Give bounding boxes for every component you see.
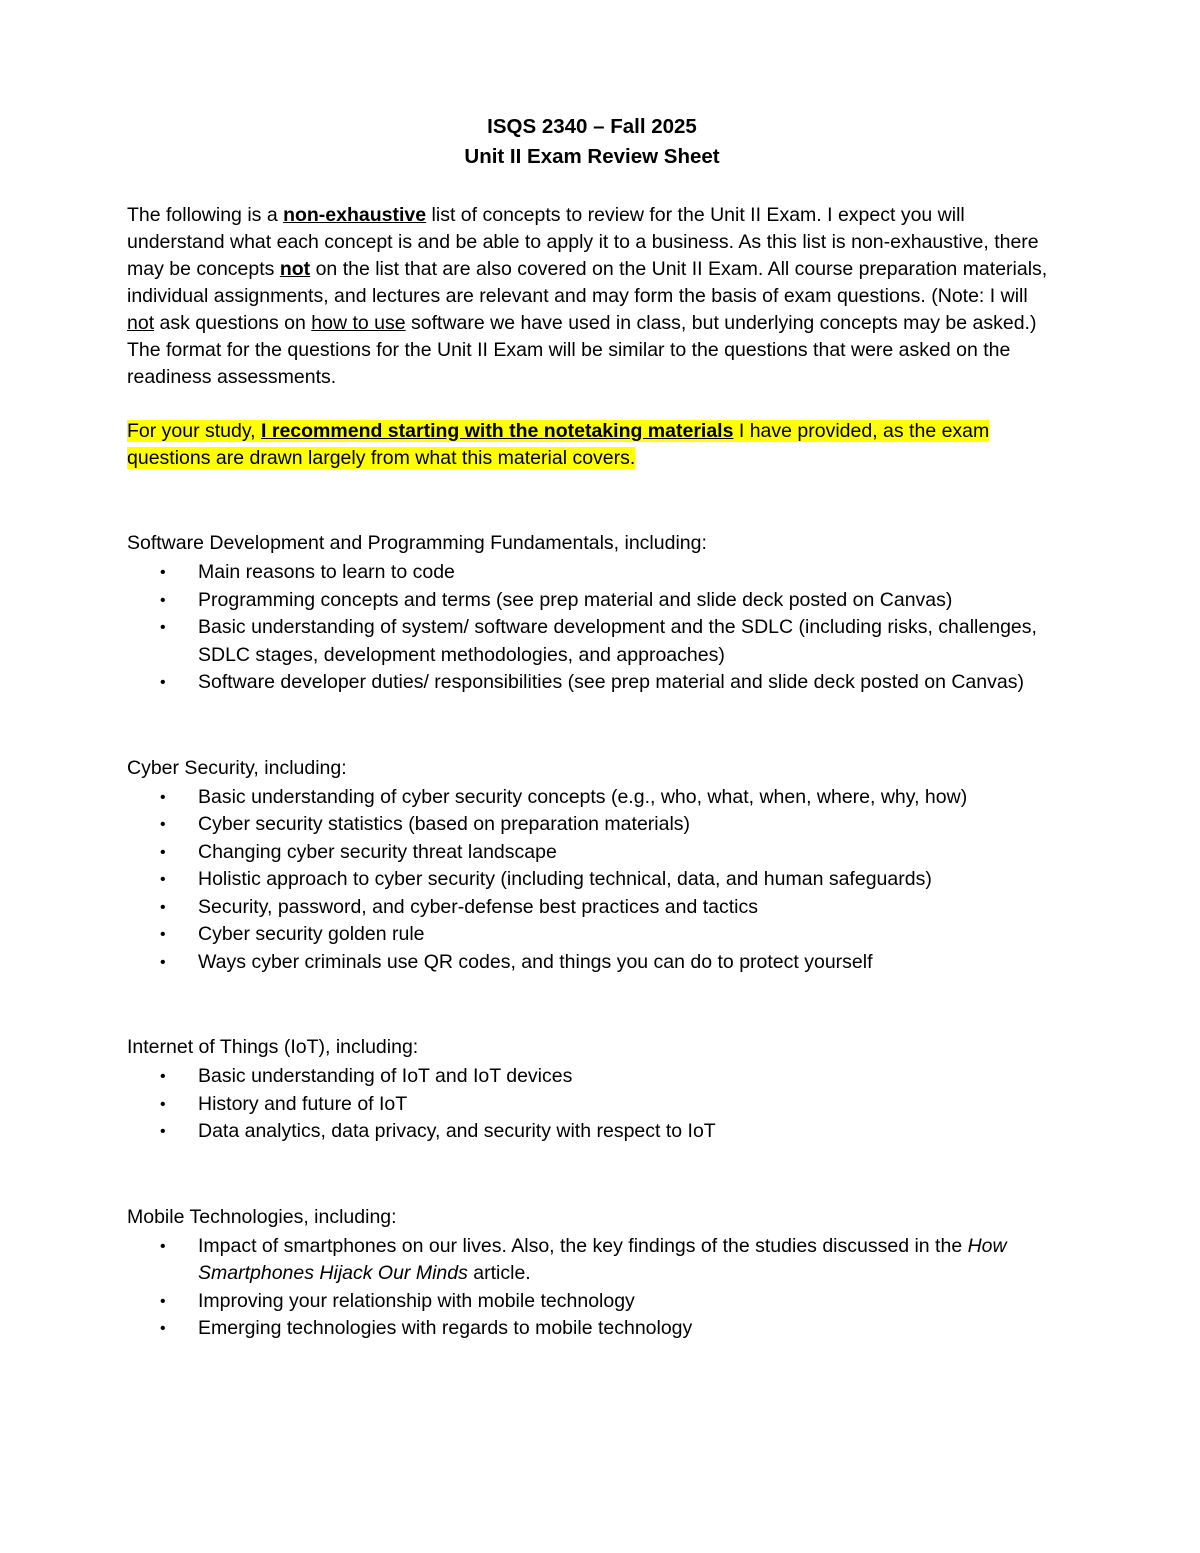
intro-text: ask questions on <box>154 312 312 334</box>
list-item: • History and future of IoT <box>127 1091 1057 1119</box>
bullet-icon: • <box>160 1095 166 1113</box>
software-list <box>127 559 1057 697</box>
list-item: • Holistic approach to cyber security (including technical, data, and human safeguards) <box>127 866 1057 894</box>
bullet-icon: • <box>160 1237 166 1255</box>
section-iot <box>127 1034 1057 1146</box>
list-item: • Emerging technologies with regards to mobile technology <box>127 1315 1057 1343</box>
list-item: • Impact of smartphones on our lives. Also, the key findings of the studies discussed in the How Smartphones Hijack Our Minds article. <box>160 1234 1007 1284</box>
bullet-icon: • <box>160 926 166 943</box>
section-heading: Internet of Things (IoT), including: <box>127 1036 419 1058</box>
sheet-title: Unit II Exam Review Sheet <box>464 145 720 168</box>
bullet-icon: • <box>160 564 166 581</box>
list-item: • Programming concepts and terms (see prep material and slide deck posted on Canvas) <box>127 587 1057 615</box>
list-item: • Cyber security golden rule <box>127 921 1057 949</box>
list-item: • Changing cyber security threat landscape <box>127 839 1057 867</box>
bullet-icon: • <box>160 619 166 636</box>
bullet-icon: • <box>160 843 166 861</box>
list-item: • Cyber security statistics (based on preparation materials) <box>127 811 1057 839</box>
bullet-icon: • <box>160 1320 166 1337</box>
recommend-text: I have provided, as the exam questions are drawn largely from what this material covers. <box>127 420 990 469</box>
recommend-emphasis: I recommend starting with the notetaking materials <box>261 420 734 442</box>
bullet-icon: • <box>160 898 166 916</box>
intro-emphasis-non-exhaustive: non-exhaustive <box>283 204 427 226</box>
bullet-icon: • <box>160 788 166 806</box>
list-item: • Improving your relationship with mobile technology <box>127 1288 1057 1316</box>
bullet-icon: • <box>160 1068 166 1085</box>
recommend-text: For your study, <box>127 420 262 442</box>
list-item: • Basic understanding of IoT and IoT devices <box>127 1063 1057 1091</box>
article-title: How Smartphones Hijack Our Minds <box>198 1234 1007 1284</box>
course-title: ISQS 2340 – Fall 2025 <box>487 115 697 138</box>
intro-paragraph <box>127 202 1057 391</box>
intro-emphasis-not: not <box>279 258 311 280</box>
list-item: • Main reasons to learn to code <box>127 559 1057 587</box>
bullet-icon: • <box>160 674 166 691</box>
section-software <box>127 530 1057 697</box>
section-heading: Cyber Security, including: <box>127 756 347 779</box>
list-item: • Data analytics, data privacy, and security with respect to IoT <box>127 1118 1057 1146</box>
bullet-icon: • <box>160 953 166 971</box>
section-heading: Software Development and Programming Fundamentals, including: <box>127 532 707 554</box>
recommend-paragraph <box>127 418 1057 472</box>
mobile-list <box>127 1233 1057 1343</box>
intro-text: on the list that are also covered on the Unit II Exam. All course preparation materials, individual assignments, and lectures are relevant and may form the basis of exam questions. (Note: I will <box>127 258 1048 307</box>
intro-text: software we have used in class, but underlying concepts may be asked.) The format for the questions for the Unit II Exam will be similar to the questions that were asked on the readiness assessments. <box>127 312 1037 388</box>
bullet-icon: • <box>160 591 166 609</box>
intro-text: The following is a <box>127 204 284 226</box>
list-item: • Software developer duties/ responsibilities (see prep material and slide deck posted on Canvas) <box>127 669 1057 697</box>
bullet-icon: • <box>160 1292 166 1310</box>
list-item: • Security, password, and cyber-defense best practices and tactics <box>127 894 1057 922</box>
list-item: • Basic understanding of cyber security concepts (e.g., who, what, when, where, why, how) <box>127 784 1057 812</box>
section-mobile <box>127 1204 1057 1343</box>
section-cyber-security <box>127 755 1057 977</box>
list-item: • Basic understanding of system/ software development and the SDLC (including risks, challenges, SDLC stages, development methodologies, and approaches) <box>160 616 1037 666</box>
bullet-icon: • <box>160 871 166 888</box>
list-item: • Ways cyber criminals use QR codes, and things you can do to protect yourself <box>127 949 1057 977</box>
intro-emphasis-how-to-use: how to use <box>311 312 406 334</box>
intro-emphasis-not: not <box>127 312 155 334</box>
section-heading: Mobile Technologies, including: <box>127 1205 397 1228</box>
iot-list <box>127 1063 1057 1146</box>
cyber-list <box>127 784 1057 977</box>
bullet-icon: • <box>160 816 166 833</box>
document-page <box>127 112 1057 1343</box>
intro-text: list of concepts to review for the Unit II Exam. I expect you will understand what each concept is and be able to apply it to a business. As this list is non-exhaustive, there may be concepts <box>127 204 1039 280</box>
bullet-icon: • <box>160 1123 166 1140</box>
